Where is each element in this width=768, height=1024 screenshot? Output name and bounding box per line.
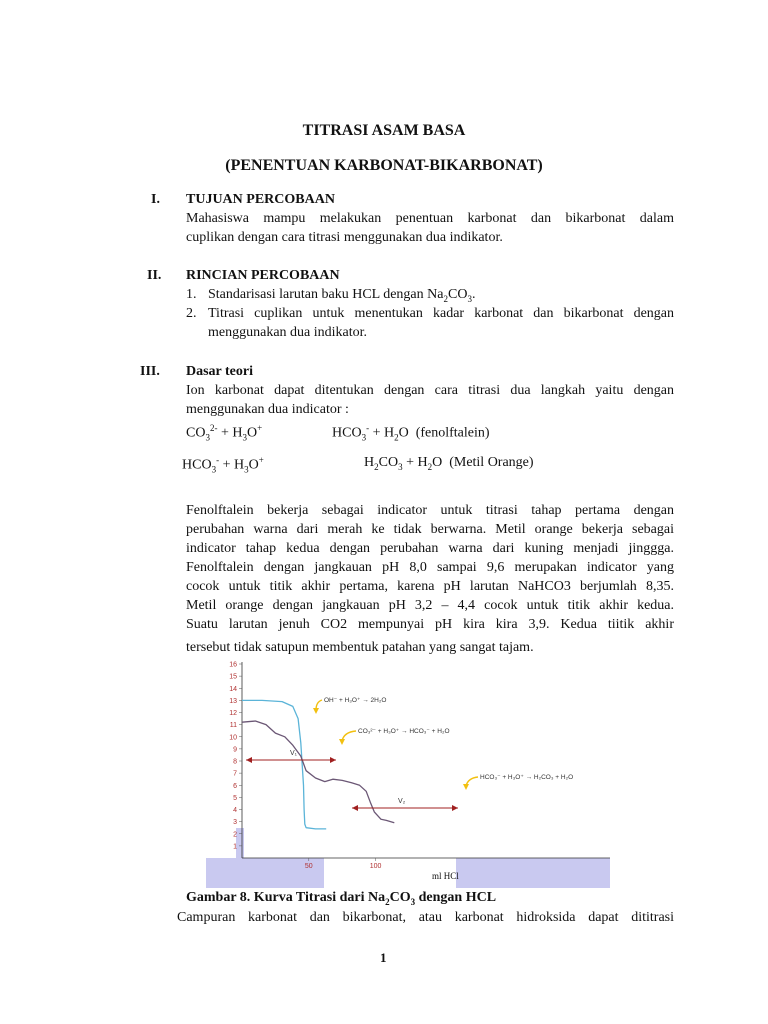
after-caption-line: Campuran karbonat dan bikarbonat, atau karbonat hidroksida dapat dititrasi xyxy=(177,910,674,925)
x-tick-label: 50 xyxy=(304,863,313,870)
titration-curve-chart xyxy=(206,656,610,888)
list-item-1-text: Standarisasi larutan baku HCL dengan $Na_2CO_3$. xyxy=(208,287,476,304)
chart-background xyxy=(206,656,610,888)
annotation-hco3-reaction: HCO₃⁻ + H₃O⁺ → H₂CO₃ + H₂O xyxy=(480,774,574,781)
y-tick-label: 4 xyxy=(233,807,237,814)
body-line-6: Metil orange dengan jangkauan pH 3,2 – 4,4 cocok untuk titik akhir kedua. xyxy=(186,598,674,613)
body-line-5: cocok untuk titik akhir pertama, karena pH larutan NaHCO3 berjumlah 8,35. xyxy=(186,579,674,594)
y-tick-label: 7 xyxy=(233,770,237,778)
y-tick-label: 9 xyxy=(233,746,237,754)
y-tick-label: 14 xyxy=(229,685,237,693)
reaction-2-left: $HCO_3^- + H_3O^+$ xyxy=(182,455,264,475)
y-tick-label: 3 xyxy=(233,819,237,827)
y-tick-label: 2 xyxy=(233,831,237,839)
document-title: TITRASI ASAM BASA xyxy=(302,122,466,139)
annotation-co3-reaction: CO₃²⁻ + H₃O⁺ → HCO₃⁻ + H₂O xyxy=(358,728,450,735)
page-number: 1 xyxy=(380,950,387,965)
chart-left-band xyxy=(236,828,244,858)
y-tick-label: 8 xyxy=(233,758,237,766)
document-subtitle: (PENENTUAN KARBONAT-BIKARBONAT) xyxy=(225,157,543,174)
section-2-heading: RINCIAN PERCOBAAN xyxy=(186,268,340,283)
y-tick-label: 6 xyxy=(233,782,237,790)
v1-label: V₁ xyxy=(290,750,298,757)
body-line-3: indicator tahap kedua dengan perubahan warna dari kuning menjadi jinggga. xyxy=(186,541,674,556)
section-3-number: III. xyxy=(140,364,160,379)
annotation-oh-reaction: OH⁻ + H₃O⁺ → 2H₂O xyxy=(324,697,387,704)
y-tick-label: 16 xyxy=(229,661,237,669)
reaction-1-left: $CO_3^{2-} + H_3O^+$ xyxy=(186,423,263,443)
section-3-intro-1: Ion karbonat dapat ditentukan dengan cara titrasi dua langkah yaitu dengan xyxy=(186,383,674,398)
body-line-4: Fenolftalein dengan jangkauan pH 8,0 sampai 9,6 merupakan indicator yang xyxy=(186,560,674,575)
list-item-1-number: 1. xyxy=(186,287,197,302)
section-3-heading: Dasar teori xyxy=(186,364,253,379)
y-tick-label: 10 xyxy=(229,734,237,742)
list-item-2-number: 2. xyxy=(186,306,197,321)
reaction-2-right: $H_2CO_3 + H_2O$ (Metil Orange) xyxy=(364,455,534,472)
y-tick-label: 13 xyxy=(229,697,237,705)
section-1-line-2: cuplikan dengan cara titrasi menggunakan dua indikator. xyxy=(186,230,503,245)
list-item-2-line-1: Titrasi cuplikan untuk menentukan kadar karbonat dan bikarbonat dengan xyxy=(208,306,674,321)
reaction-1-right: $HCO_3^- + H_2O$ (fenolftalein) xyxy=(332,423,490,443)
section-1-number: I. xyxy=(151,192,160,207)
y-tick-label: 11 xyxy=(229,722,237,730)
y-tick-label: 12 xyxy=(229,710,237,717)
section-1-heading: TUJUAN PERCOBAAN xyxy=(186,192,335,207)
body-line-8: tersebut tidak satupun membentuk patahan yang sangat tajam. xyxy=(186,640,534,655)
list-item-2-line-2: menggunakan dua indikator. xyxy=(208,325,368,340)
y-tick-label: 1 xyxy=(233,843,237,851)
body-line-1: Fenolftalein bekerja sebagai indicator untuk titrasi tahap pertama dengan xyxy=(186,503,674,518)
y-tick-label: 15 xyxy=(229,673,237,681)
section-2-number: II. xyxy=(147,268,162,283)
body-line-2: perubahan warna dari merah ke tidak berwarna. Metil orange bekerja sebagai xyxy=(186,522,674,537)
section-1-line-1: Mahasiswa mampu melakukan penentuan karbonat dan bikarbonat dalam xyxy=(186,211,674,226)
x-axis-label: ml HCl xyxy=(432,871,459,881)
v2-label: V₂ xyxy=(398,798,406,805)
y-tick-label: 5 xyxy=(233,794,237,802)
section-3-intro-2: menggunakan dua indicator : xyxy=(186,402,349,417)
x-tick-label: 100 xyxy=(369,863,382,870)
figure-caption: Gambar 8. Kurva Titrasi dari $Na_2CO_3$ dengan HCL xyxy=(186,890,497,907)
body-line-7: Suatu larutan jenuh CO2 mempunyai pH kira kira 3,9. Kedua tiitik akhir xyxy=(186,617,674,632)
